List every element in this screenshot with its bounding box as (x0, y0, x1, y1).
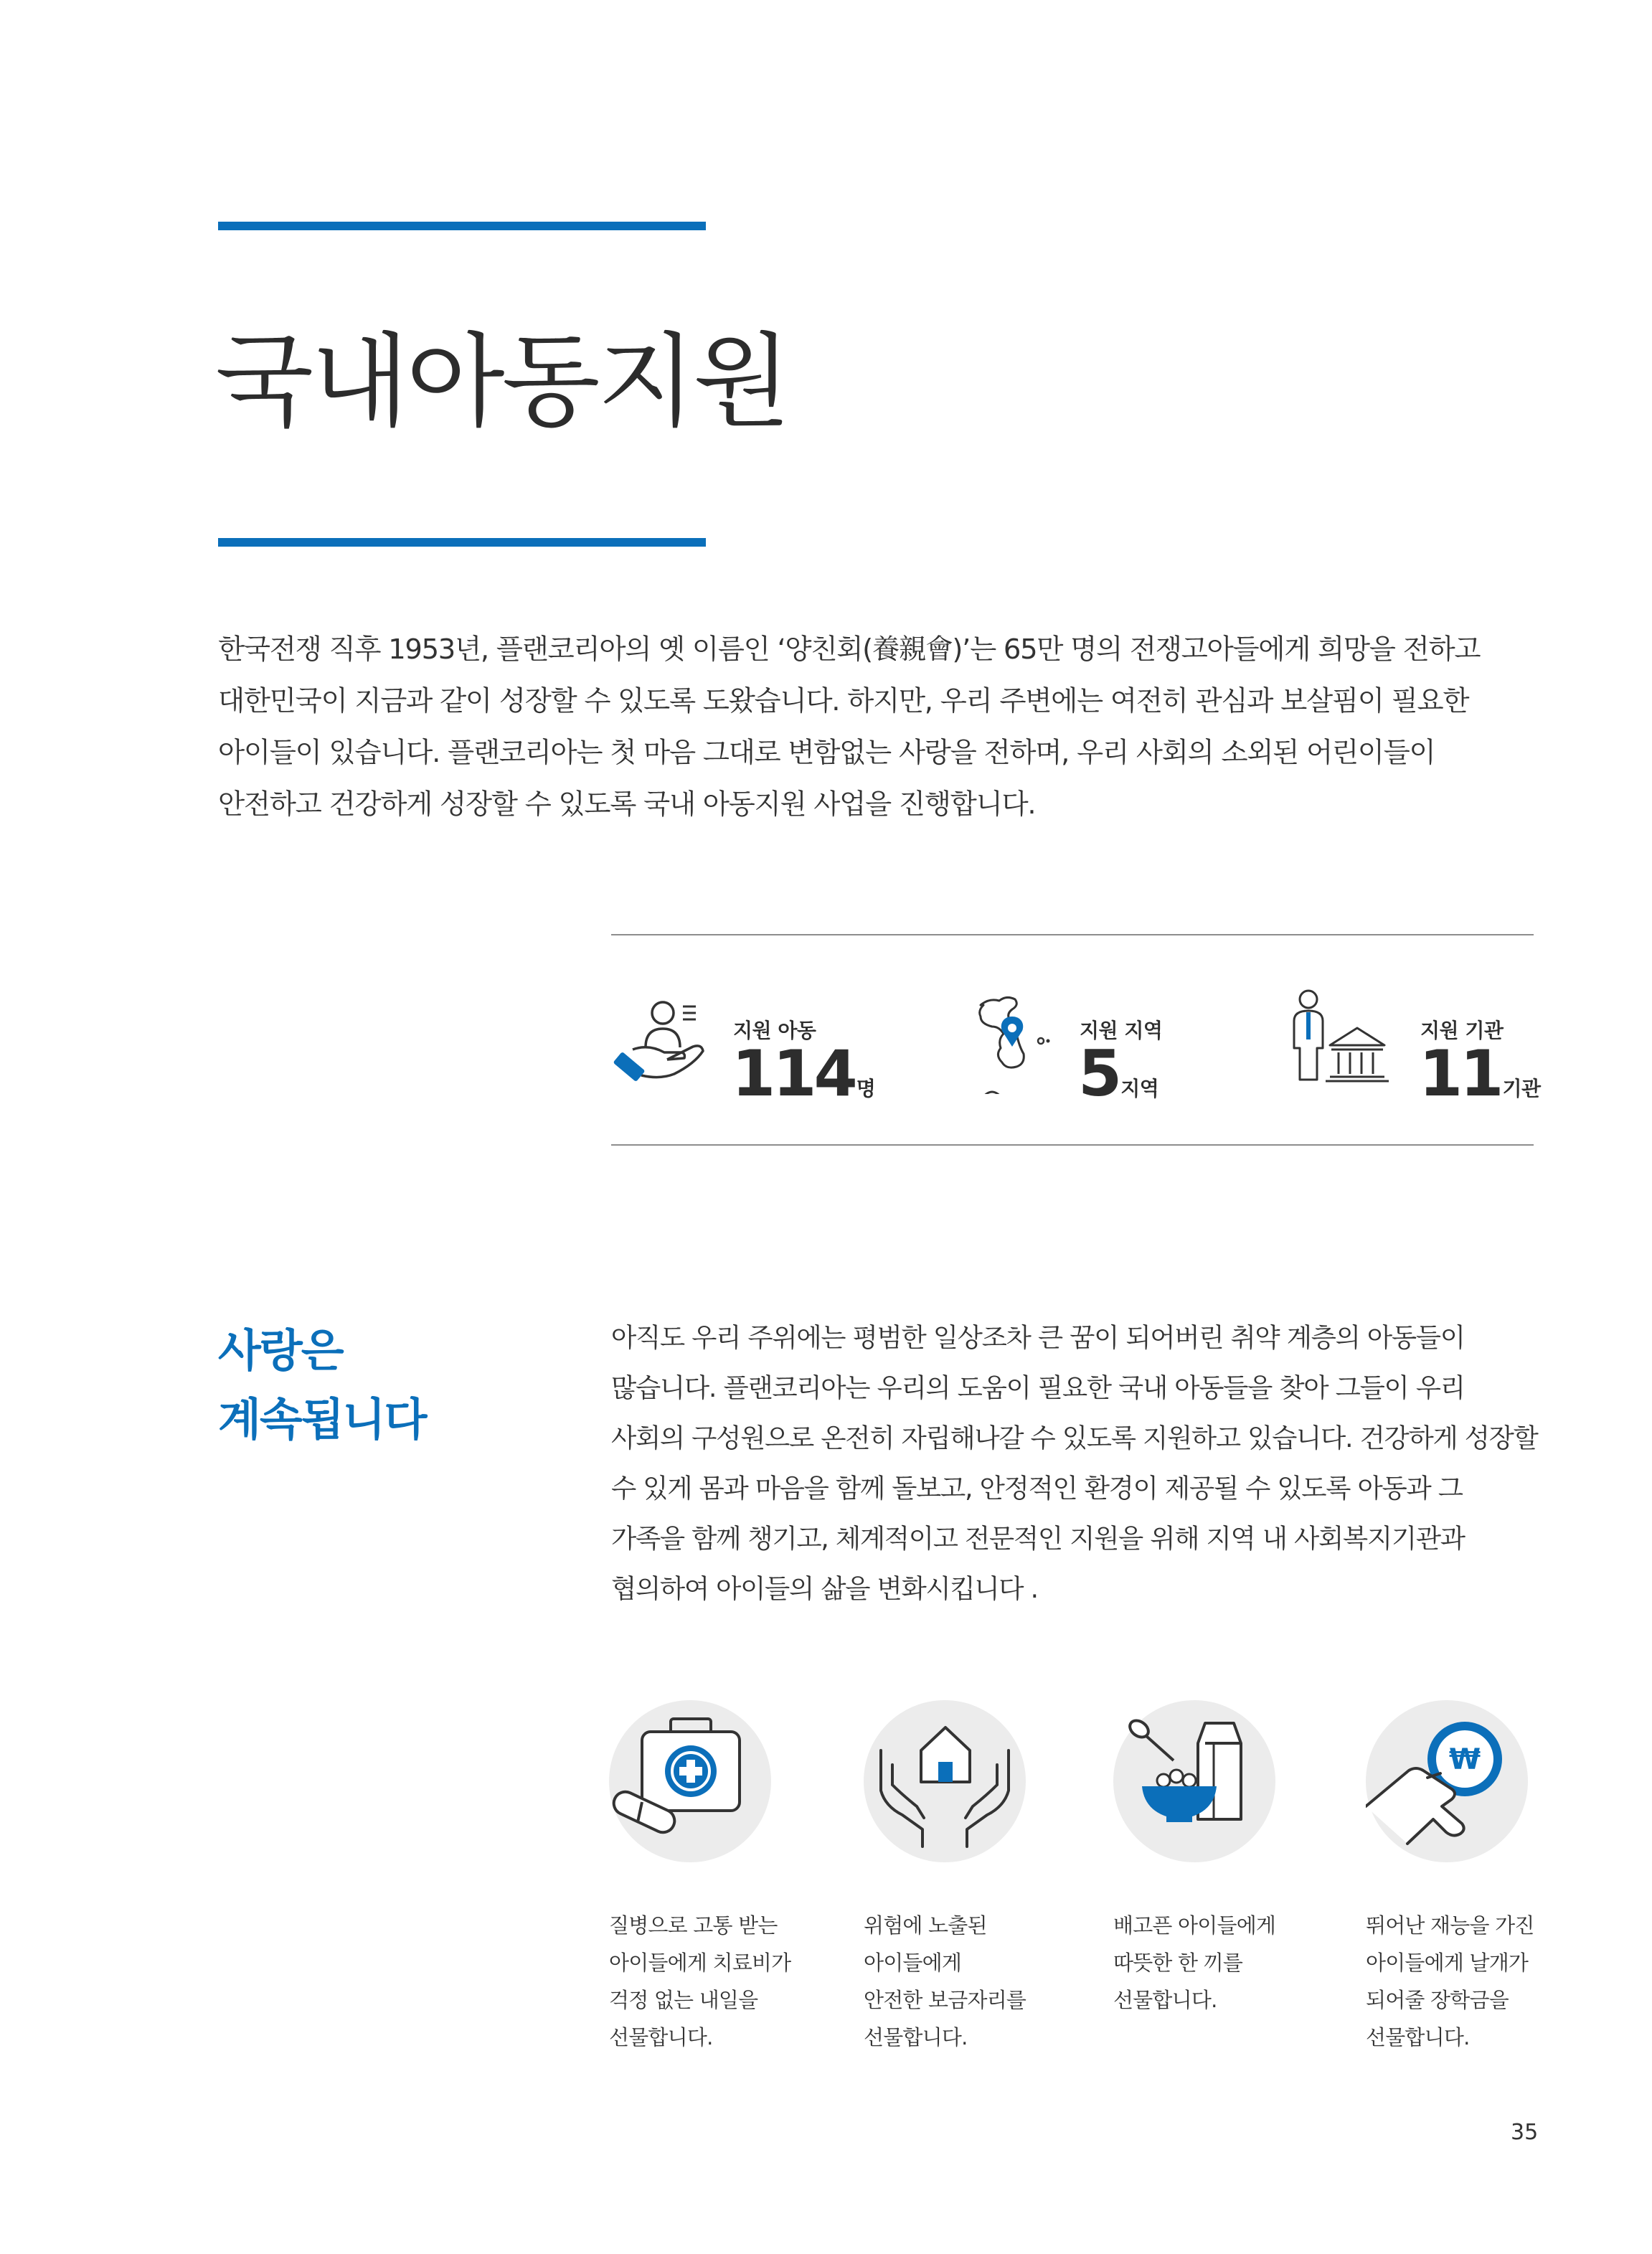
institution-icon (1284, 986, 1399, 1094)
stat-regions (965, 986, 1202, 1116)
gift-shelter (864, 1700, 1079, 2056)
gift-medical (609, 1700, 824, 2056)
gift-meal (1113, 1700, 1328, 2019)
stat-label: 지원 기관 (1420, 1019, 1504, 1042)
won-coin-icon (1366, 1700, 1528, 1862)
svg-text:₩: ₩ (1448, 1743, 1481, 1776)
stat-unit: 명 (856, 1077, 876, 1100)
stat-children (611, 986, 876, 1116)
intro-paragraph: 한국전쟁 직후 1953년, 플랜코리아의 옛 이름인 ‘양친회(養親會)’는 65만 명의 전쟁고아들에게 희망을 전하고 대한민국이 지금과 같이 성장할 수 있도록 도왔습니다. 하지만, 우리 주변에는 여전히 관심과 보살핌이 필요한 아이들이 있습니다. 플랜코리아는 첫 마음 그대로 변함없는 사랑을 전하며, 우리 사회의 소외된 어린이들이 안전하고 건강하게 성장할 수 있도록 국내 아동지원 사업을 진행합니다. (218, 633, 1481, 821)
bottom-accent-bar (218, 538, 706, 547)
house-in-hands-icon (864, 1700, 1026, 1862)
stat-label: 지원 지역 (1080, 1019, 1163, 1042)
gift-scholarship (1366, 1700, 1581, 2056)
stat-unit: 지역 (1120, 1077, 1159, 1100)
section-body: 아직도 우리 주위에는 평범한 일상조차 큰 꿈이 되어버린 취약 계층의 아동들이 많습니다. 플랜코리아는 우리의 도움이 필요한 국내 아동들을 찾아 그들이 우리 사회의 구성원으로 온전히 자립해나갈 수 있도록 지원하고 있습니다. 건강하게 성장할 수 있게 몸과 마음을 함께 돌보고, 안정적인 환경이 제공될 수 있도록 아동과 그 가족을 함께 챙기고, 체계적이고 전문적인 지원을 위해 지역 내 사회복지기관과 협의하여 아이들의 삶을 변화시킵니다 . (611, 1322, 1538, 1604)
gift-icon-circle (1366, 1700, 1528, 1862)
gift-text: 위험에 노출된 아이들에게 안전한 보금자리를 선물합니다. (864, 1913, 1026, 2050)
gift-text: 뛰어난 재능을 가진 아이들에게 날개가 되어줄 장학금을 선물합니다. (1366, 1913, 1534, 2050)
section-title-line: 계속됩니다 (218, 1393, 426, 1446)
stat-institutions (1284, 986, 1542, 1116)
gift-text: 배고픈 아이들에게 따뜻한 한 끼를 선물합니다. (1113, 1913, 1276, 2012)
gift-icon-circle (609, 1700, 771, 1862)
meal-icon (1113, 1700, 1275, 1862)
gift-text: 질병으로 고통 받는 아이들에게 치료비가 걱정 없는 내일을 선물합니다. (609, 1913, 791, 2050)
stat-value: 5지역 (1078, 1037, 1159, 1111)
stat-value: 114명 (732, 1037, 876, 1111)
stat-unit: 기관 (1502, 1077, 1541, 1100)
section-title-line: 사랑은 (218, 1324, 343, 1377)
page-title: 국내아동지원 (215, 323, 789, 441)
gift-icon-circle (1113, 1700, 1275, 1862)
stat-label: 지원 아동 (733, 1019, 816, 1042)
medical-kit-icon (609, 1700, 771, 1862)
korea-map-pin-icon (965, 986, 1072, 1094)
stats-top-divider (611, 934, 1534, 935)
section-title (218, 1316, 425, 1454)
stat-value: 11기관 (1419, 1037, 1541, 1111)
page-number: 35 (1511, 2120, 1539, 2145)
stats-bottom-divider (611, 1144, 1534, 1146)
child-care-icon (611, 986, 719, 1094)
top-accent-bar (218, 222, 706, 230)
gift-icon-circle (864, 1700, 1026, 1862)
